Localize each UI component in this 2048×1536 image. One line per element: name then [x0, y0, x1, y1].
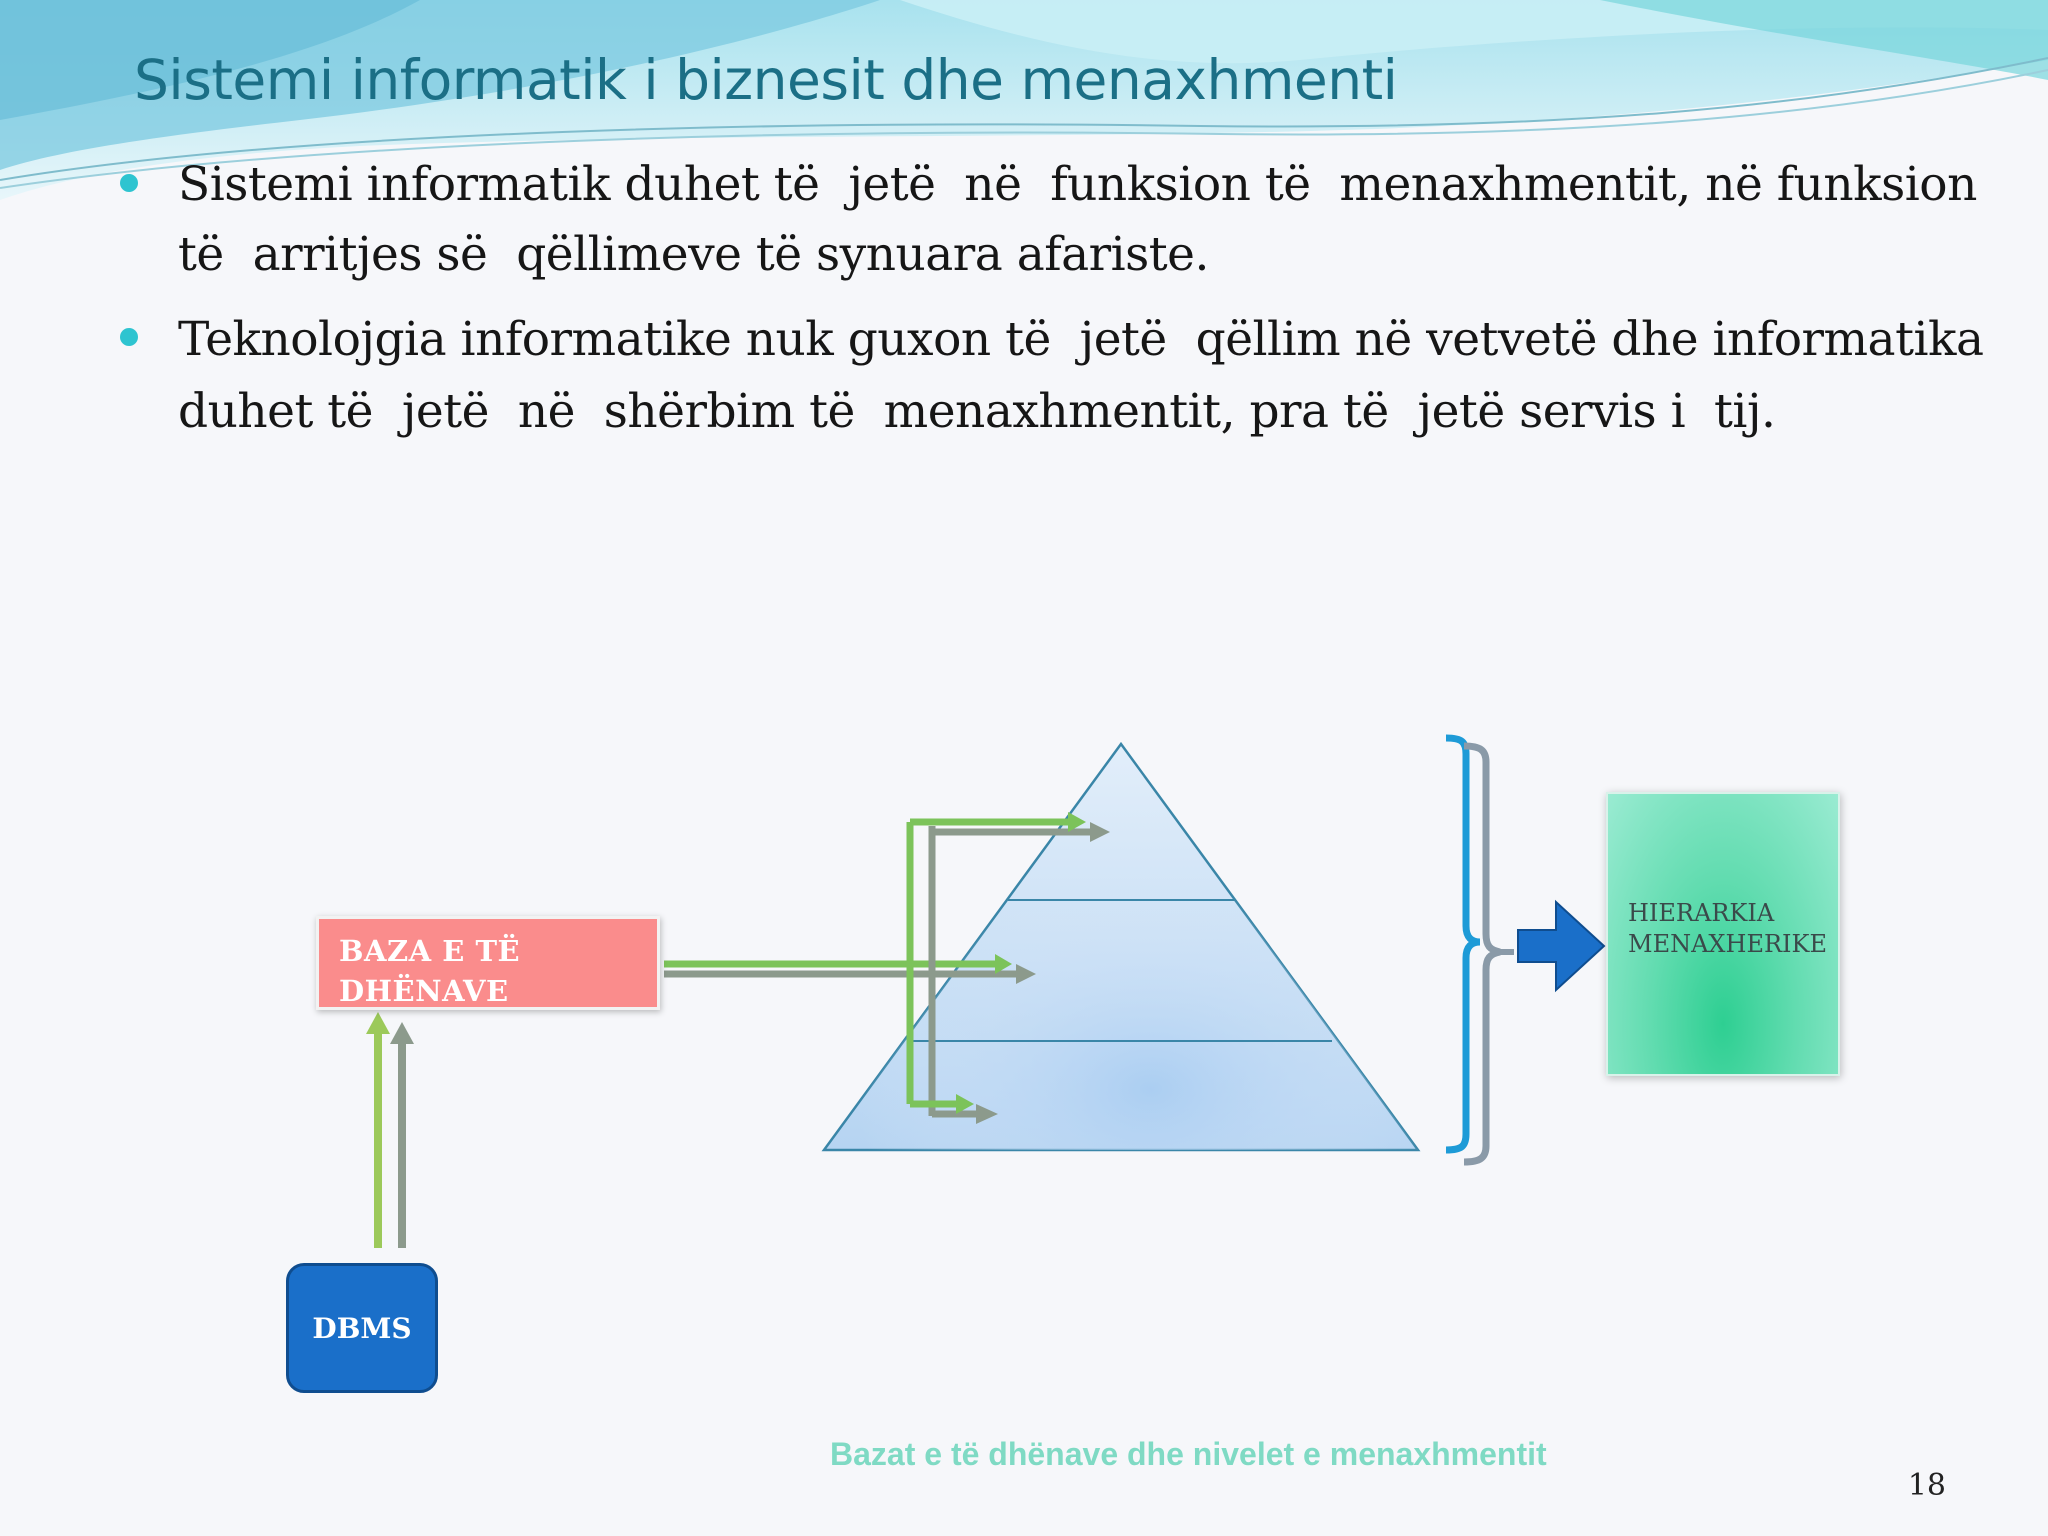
- bullet-text: Sistemi informatik duhet të jetë në funksion të menaxhmentit, në funksion të arritjes së qëllimeve të synuara afariste.: [178, 157, 1992, 282]
- bullet-item: [110, 150, 1990, 290]
- bullet-item: [110, 304, 1998, 448]
- hierarchy-box-label: HIERARKIA MENAXHERIKE: [1628, 899, 1827, 958]
- page-number: 18: [1907, 1468, 1946, 1503]
- slide-title: Sistemi informatik i biznesit dhe menaxhmenti: [134, 48, 1398, 112]
- bullet-list: [110, 150, 1998, 462]
- database-box: [316, 916, 660, 1010]
- dbms-box-label: DBMS: [312, 1311, 412, 1345]
- database-box-label: BAZA E TË DHËNAVE: [339, 934, 521, 1008]
- hierarchy-box: [1606, 792, 1840, 1076]
- dbms-to-database-arrow: [366, 1012, 414, 1248]
- bullet-icon: [120, 328, 138, 346]
- bullet-icon: [120, 174, 138, 192]
- slide-footer: Bazat e të dhënave dhe nivelet e menaxhmentit: [830, 1436, 1547, 1472]
- bracket: [1446, 738, 1514, 1162]
- dbms-box: [286, 1263, 438, 1393]
- block-arrow-icon: [1518, 902, 1604, 990]
- bullet-text: Teknolojgia informatike nuk guxon të jetë qëllim në vetvetë dhe informatika duhet të jetë në shërbim të menaxhmentit, pra të jetë servis i tij.: [178, 312, 1998, 439]
